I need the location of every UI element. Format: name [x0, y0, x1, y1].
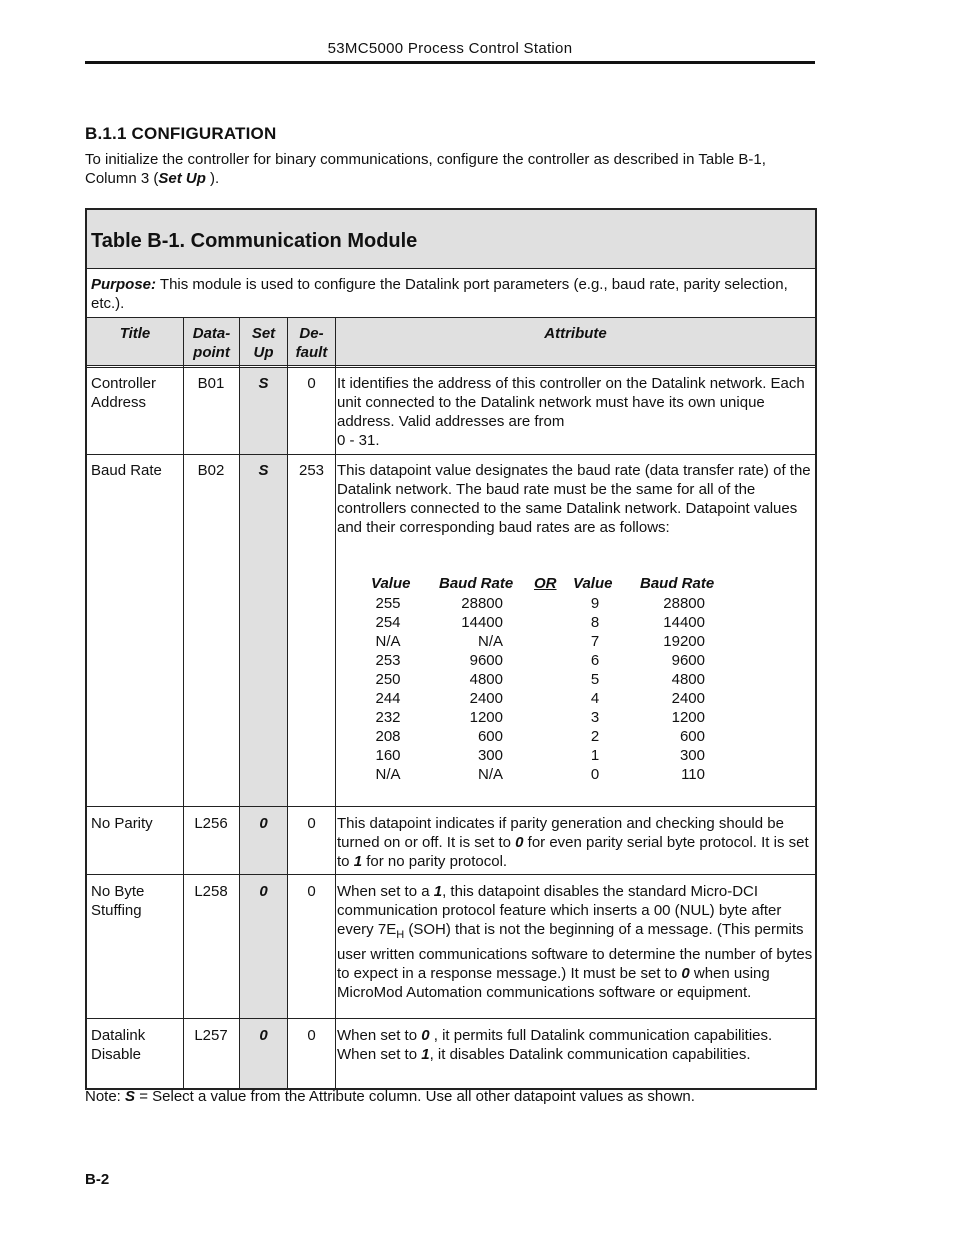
baud-rate-cell: 28800 [461, 595, 503, 612]
column-divider [183, 318, 184, 1088]
baud-value-cell: 5 [590, 671, 600, 688]
note-text: = Select a value from the Attribute column. Use all other datapoint values as shown. [135, 1088, 695, 1105]
attribute-text: for no parity protocol. [362, 853, 508, 870]
row-divider [87, 1018, 815, 1019]
baud-value-cell: 7 [590, 633, 600, 650]
baud-rate-cell: 600 [477, 728, 503, 745]
column-divider [287, 318, 288, 1088]
baud-rate-cell: 110 [681, 766, 705, 783]
row-title: Datalink Disable [91, 1027, 146, 1063]
row-default: 0 [307, 375, 316, 392]
baud-rate-cell: 28800 [663, 595, 705, 612]
row-setup: S [258, 462, 269, 479]
baud-value-cell: 232 [375, 709, 401, 726]
intro-suffix: ). [205, 170, 220, 187]
baud-value-cell: 4 [590, 690, 600, 707]
row-attribute [337, 882, 813, 1002]
row-divider [87, 806, 815, 807]
attribute-text: , it permits full Datalink communication capabilities. When set to [337, 1027, 773, 1063]
attribute-value: 0 [515, 834, 524, 851]
attribute-text: when using MicroMod Automation communications software or equipment. [337, 965, 770, 1001]
row-default: 253 [298, 462, 325, 479]
row-attribute [337, 814, 813, 871]
baud-rate-cell: 14400 [461, 614, 503, 631]
attribute-text: When set to a [337, 883, 434, 900]
baud-rate-cell: 300 [679, 747, 705, 764]
header-datapoint: Data- point [192, 325, 231, 361]
attribute-text: for even parity serial byte protocol. It is set to [337, 834, 809, 870]
baud-rate-cell: 4800 [671, 671, 705, 688]
header-default: De- fault [295, 325, 328, 361]
attribute-text: (SOH) that is not the beginning of a message. (This permits user written communications software to determine the number of bytes to expect in a response message.) It must be set to [337, 921, 813, 982]
baud-rate-cell: 4800 [469, 671, 503, 688]
baud-rate-cell: 9600 [671, 652, 705, 669]
intro-text: To initialize the controller for binary communications, configure the controller as described in Table B-1, Column 3 ( [85, 151, 766, 187]
attribute-text: , it disables Datalink communication capabilities. [429, 1046, 751, 1063]
row-divider [87, 874, 815, 875]
section-heading: B.1.1 CONFIGURATION [85, 124, 277, 143]
attribute-value: 1 [421, 1046, 430, 1063]
baud-left-values [363, 594, 413, 784]
baud-header-value: Value [573, 575, 613, 592]
row-default: 0 [307, 883, 316, 900]
column-divider [239, 318, 240, 1088]
baud-value-cell: 255 [375, 595, 401, 612]
baud-value-cell: 160 [375, 747, 401, 764]
purpose-label: Purpose: [91, 276, 157, 293]
baud-rate-cell: 2400 [469, 690, 503, 707]
baud-rate-cell: 19200 [663, 633, 705, 650]
baud-value-cell: 9 [590, 595, 600, 612]
attribute-value: 0 [421, 1027, 430, 1044]
baud-value-cell: 6 [590, 652, 600, 669]
purpose-body: This module is used to configure the Datalink port parameters (e.g., baud rate, parity selection, etc.). [91, 276, 788, 312]
baud-value-cell: N/A [375, 633, 401, 650]
attribute-text: This datapoint indicates if parity generation and checking should be turned on or off. It is set to [337, 815, 784, 851]
attribute-text: When set to [337, 1027, 422, 1044]
header-divider [87, 365, 815, 368]
page-number: B-2 [85, 1171, 110, 1188]
baud-rate-cell: 600 [679, 728, 705, 745]
attribute-value: 1 [433, 883, 443, 900]
row-setup: 0 [259, 883, 268, 900]
row-title: No Byte Stuffing [91, 883, 145, 919]
row-attribute [337, 1026, 813, 1064]
baud-rate-cell: 1200 [469, 709, 503, 726]
baud-rate-cell: N/A [477, 633, 503, 650]
row-title: No Parity [91, 815, 153, 832]
row-setup: 0 [259, 815, 268, 832]
table-title: Table B-1. Communication Module [91, 230, 418, 252]
baud-rate-cell: 1200 [671, 709, 705, 726]
baud-value-cell: N/A [375, 766, 401, 783]
baud-value-cell: 250 [375, 671, 401, 688]
row-title: Controller Address [91, 375, 157, 411]
table-note [85, 1087, 815, 1106]
header-title: Title [119, 325, 151, 342]
baud-left-rates [437, 594, 503, 784]
note-prefix: Note: [85, 1088, 126, 1105]
row-datapoint: L258 [194, 883, 228, 900]
row-attribute: This datapoint value designates the baud rate (data transfer rate) of the Datalink network. The baud rate must be the same for all of the controllers connected to the same Datalink network. Datapoint values and their corresponding baud rates are as follows: [337, 462, 811, 536]
row-setup: S [258, 375, 269, 392]
running-header: 53MC5000 Process Control Station [327, 40, 573, 57]
row-default: 0 [307, 815, 316, 832]
row-attribute [337, 374, 813, 450]
baud-header-or: OR [534, 575, 557, 592]
intro-emphasis: Set Up [158, 170, 206, 187]
header-attribute: Attribute [544, 325, 607, 342]
hex-subscript: H [396, 929, 405, 941]
row-divider [87, 454, 815, 455]
table-title-bar [87, 210, 815, 269]
attribute-value: 0 [681, 965, 690, 982]
baud-header-rate: Baud Rate [439, 575, 514, 592]
baud-header-rate: Baud Rate [640, 575, 715, 592]
baud-value-cell: 253 [375, 652, 401, 669]
baud-value-cell: 208 [375, 728, 401, 745]
header-rule [85, 61, 815, 64]
baud-value-cell: 1 [590, 747, 600, 764]
attribute-text: It identifies the address of this controller on the Datalink network. Each unit connected to the Datalink network must have its own unique address. Valid addresses are from [337, 375, 805, 430]
intro-paragraph [85, 150, 815, 188]
row-datapoint: B02 [197, 462, 225, 479]
baud-rate-cell: 14400 [663, 614, 705, 631]
baud-value-cell: 254 [375, 614, 401, 631]
attribute-text: , this datapoint disables the standard Micro-DCI communication protocol feature which inserts a 00 (NUL) byte after every 7E [337, 883, 782, 938]
baud-value-cell: 2 [590, 728, 600, 745]
attribute-value: 1 [353, 853, 363, 870]
row-setup: 0 [259, 1027, 268, 1044]
note-emphasis: S [125, 1088, 136, 1105]
row-default: 0 [307, 1027, 316, 1044]
baud-header-value: Value [371, 575, 411, 592]
row-datapoint: L256 [194, 815, 228, 832]
purpose-text [91, 275, 811, 313]
baud-rate-cell: N/A [477, 766, 503, 783]
communication-module-table [85, 208, 817, 1090]
baud-right-rates [639, 594, 705, 784]
row-title: Baud Rate [91, 462, 162, 479]
baud-right-values [583, 594, 607, 784]
attribute-range: 0 - 31. [337, 432, 380, 449]
baud-rate-cell: 2400 [671, 690, 705, 707]
baud-value-cell: 244 [375, 690, 401, 707]
baud-value-cell: 8 [590, 614, 600, 631]
header-setup: Set Up [251, 325, 276, 361]
baud-value-cell: 0 [590, 766, 600, 783]
row-datapoint: L257 [194, 1027, 228, 1044]
baud-rate-cell: 9600 [469, 652, 503, 669]
column-divider [335, 318, 336, 1088]
row-datapoint: B01 [197, 375, 225, 392]
baud-value-cell: 3 [590, 709, 600, 726]
baud-rate-cell: 300 [477, 747, 503, 764]
